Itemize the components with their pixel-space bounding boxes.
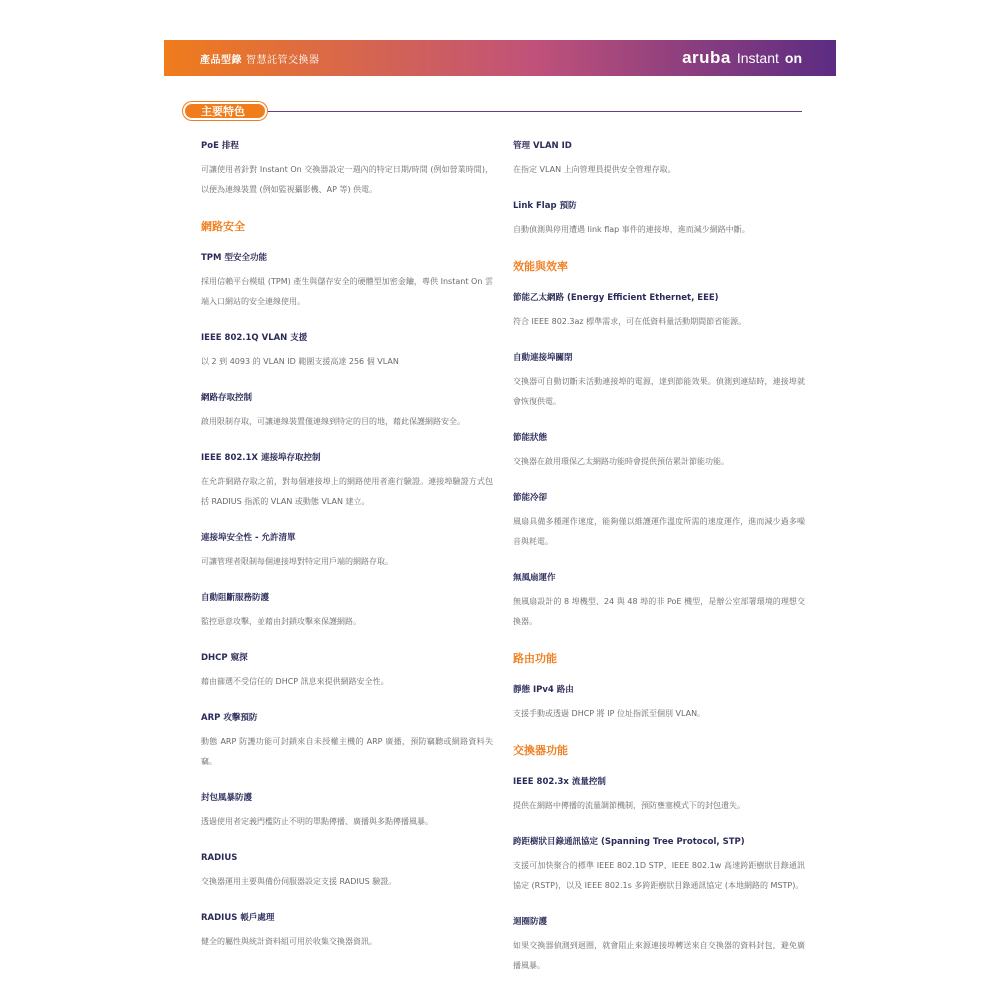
feature-dhcp-snooping [201, 652, 493, 692]
feature-link-flap [513, 200, 805, 240]
feature-title: 管理 VLAN ID [513, 141, 572, 151]
feature-body: 健全的屬性與統計資料組可用於收集交換器資訊。 [201, 937, 377, 946]
feature-title: IEEE 802.3x 流量控制 [513, 777, 606, 787]
feature-title: DHCP 窺探 [201, 653, 248, 663]
feature-body: 在指定 VLAN 上向管理員提供安全管理存取。 [513, 165, 676, 174]
feature-cooling [513, 492, 805, 552]
section-title: 主要特色 [183, 102, 267, 120]
heading-routing: 路由功能 [513, 652, 557, 665]
feature-title: Link Flap 預防 [513, 201, 577, 211]
feature-body: 提供在網路中傳播的流量調節機制，預防壅塞模式下的封包遺失。 [513, 801, 745, 810]
page-header [164, 40, 836, 76]
feature-body: 透過使用者定義門檻防止不明的單點傳播、廣播與多點傳播風暴。 [201, 817, 433, 826]
feature-body: 支援可加快聚合的標準 IEEE 802.1D STP、IEEE 802.1w 高速跨距樹狀目錄通訊協定 (RSTP)，以及 IEEE 802.1s 多跨距樹狀目錄通訊協定 (本地網路的 MSTP)。 [513, 861, 805, 890]
feature-mgmt-vlan [513, 140, 805, 180]
feature-title: 無風扇運作 [513, 573, 556, 583]
catalog-label-bold: 產品型錄 [200, 54, 242, 66]
feature-flow-control [513, 776, 805, 816]
feature-access-control [201, 392, 493, 432]
feature-body: 採用信賴平台模組 (TPM) 產生與儲存安全的硬體型加密金鑰，專供 Instant On 雲端入口網站的安全連線使用。 [201, 277, 493, 306]
feature-body: 交換器在啟用環保乙太網路功能時會提供預估累計節能功能。 [513, 457, 729, 466]
feature-storm-protection [201, 792, 493, 832]
feature-title: IEEE 802.1Q VLAN 支援 [201, 333, 308, 343]
feature-dos-protection [201, 592, 493, 632]
feature-dot1x [201, 452, 493, 512]
catalog-label [200, 51, 320, 66]
catalog-label-rest: 智慧託管交換器 [246, 54, 320, 66]
right-column [513, 140, 805, 996]
feature-body: 啟用限制存取，可讓連線裝置僅連線到特定的目的地，藉此保護網路安全。 [201, 417, 465, 426]
feature-stp [513, 836, 805, 896]
feature-body: 監控惡意攻擊，並藉由封鎖攻擊來保護網路。 [201, 617, 361, 626]
feature-body: 支援手動或透過 DHCP 將 IP 位址指派至個別 VLAN。 [513, 709, 706, 718]
feature-body: 在允許網路存取之前，對每個連接埠上的網路使用者進行驗證。連接埠驗證方式包括 RADIUS 指派的 VLAN 或動態 VLAN 建立。 [201, 477, 493, 506]
feature-title: RADIUS [201, 853, 238, 863]
feature-poe-scheduling [201, 140, 493, 200]
feature-arp-protection [201, 712, 493, 772]
feature-eee [513, 292, 805, 332]
feature-port-security [201, 532, 493, 572]
feature-title: 自動連接埠關閉 [513, 353, 573, 363]
heading-efficiency: 效能與效率 [513, 260, 568, 273]
feature-title: 節能狀態 [513, 433, 548, 443]
feature-title: IEEE 802.1X 連接埠存取控制 [201, 453, 321, 463]
left-column [201, 140, 493, 972]
feature-body: 藉由篩選不受信任的 DHCP 訊息來提供網路安全性。 [201, 677, 389, 686]
on-logo-icon: on [784, 50, 802, 66]
feature-title: 迴圈防護 [513, 917, 548, 927]
feature-radius [201, 852, 493, 892]
feature-body: 以 2 到 4093 的 VLAN ID 範圍支援高達 256 個 VLAN [201, 357, 399, 366]
feature-title: 跨距樹狀目錄通訊協定 (Spanning Tree Protocol, STP) [513, 837, 745, 847]
heading-switching: 交換器功能 [513, 744, 568, 757]
feature-title: TPM 型安全功能 [201, 253, 267, 263]
feature-title: 節能乙太網路 (Energy Efficient Ethernet, EEE) [513, 293, 719, 303]
feature-energy-status [513, 432, 805, 472]
feature-body: 可讓管理者限制每個連接埠對特定用戶端的網路存取。 [201, 557, 393, 566]
feature-title: ARP 攻擊預防 [201, 713, 258, 723]
feature-radius-accounting [201, 912, 493, 952]
aruba-instant-on-logo [682, 48, 802, 68]
feature-body: 符合 IEEE 802.3az 標準需求，可在低資料量活動期間節省能源。 [513, 317, 747, 326]
feature-static-ipv4 [513, 684, 805, 724]
feature-title: 網路存取控制 [201, 393, 253, 403]
feature-fanless [513, 572, 805, 632]
aruba-wordmark: aruba [682, 48, 731, 67]
feature-body: 交換器運用主要與備份伺服器設定支援 RADIUS 驗證。 [201, 877, 397, 886]
feature-title: 節能冷卻 [513, 493, 548, 503]
feature-body: 無風扇設計的 8 埠機型、24 與 48 埠的非 PoE 機型，是辦公室部署環境的理想交換器。 [513, 597, 805, 626]
feature-body: 可讓使用者針對 Instant On 交換器設定一週內的特定日期/時間 (例如營業時間)，以便為連線裝置 (例如監視攝影機、AP 等) 供電。 [201, 165, 493, 194]
feature-port-shutdown [513, 352, 805, 412]
feature-title: PoE 排程 [201, 141, 239, 151]
section-divider [268, 111, 802, 112]
feature-title: 連接埠安全性 - 允許清單 [201, 533, 296, 543]
feature-body: 自動偵測與停用遭遇 link flap 事件的連接埠，進而減少網路中斷。 [513, 225, 750, 234]
feature-body: 風扇具備多種運作速度，能夠僅以維護運作溫度所需的速度運作，進而減少過多噪音與耗電。 [513, 517, 805, 546]
feature-vlan [201, 332, 493, 372]
feature-body: 交換器可自動切斷未活動連接埠的電源，達到節能效果。偵測到連結時，連接埠就會恢復供電。 [513, 377, 805, 406]
feature-title: 封包風暴防護 [201, 793, 253, 803]
feature-title: 自動阻斷服務防護 [201, 593, 270, 603]
heading-network-security: 網路安全 [201, 220, 245, 233]
feature-title: 靜態 IPv4 路由 [513, 685, 574, 695]
feature-title: RADIUS 帳戶處理 [201, 913, 275, 923]
feature-tpm [201, 252, 493, 312]
feature-loop-protection [513, 916, 805, 976]
instant-wordmark: Instant [736, 50, 779, 66]
feature-body: 如果交換器偵測到迴圈，就會阻止來源連接埠轉送來自交換器的資料封包，避免廣播風暴。 [513, 941, 805, 970]
feature-body: 動態 ARP 防護功能可封鎖來自未授權主機的 ARP 廣播，預防竊聽或網路資料失竊。 [201, 737, 493, 766]
